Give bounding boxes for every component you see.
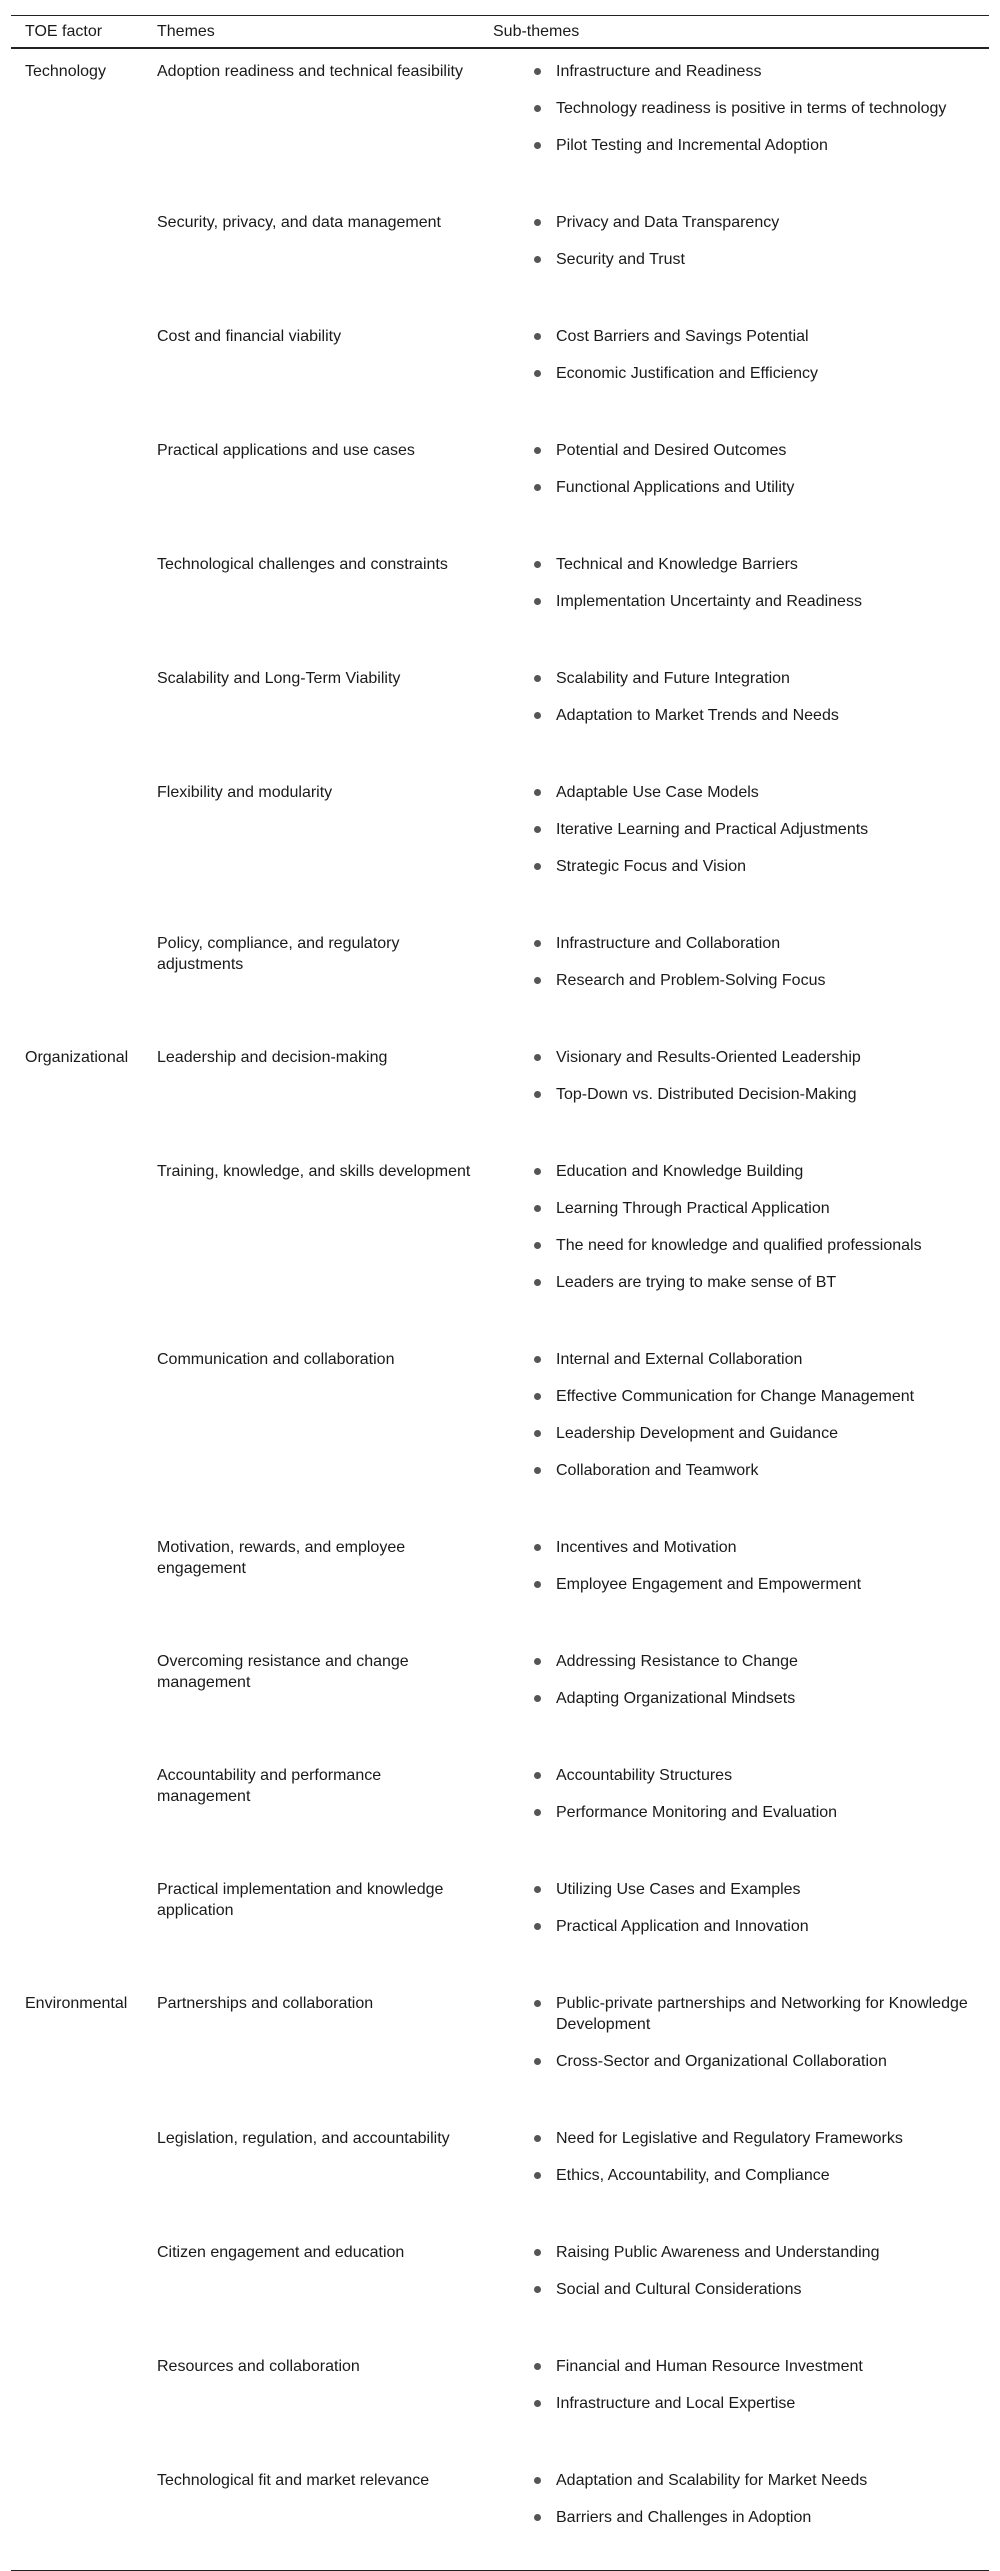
bullet-icon (534, 68, 541, 75)
sub-theme-item (534, 2279, 989, 2300)
sub-theme-label: Public-private partnerships and Networking for Knowledge Development (556, 1995, 968, 2033)
bullet-icon (534, 1581, 541, 1588)
theme-cell: Technological challenges and constraints (157, 556, 448, 573)
table-body (11, 49, 989, 2570)
sub-themes-cell (493, 2242, 989, 2300)
bullet-icon (534, 484, 541, 491)
bullet-icon (534, 370, 541, 377)
sub-theme-label: Functional Applications and Utility (556, 479, 795, 496)
sub-theme-item (534, 2165, 989, 2186)
sub-theme-item (534, 1765, 989, 1786)
sub-themes-cell (493, 61, 989, 156)
sub-theme-item (534, 135, 989, 156)
bullet-icon (534, 105, 541, 112)
table-row (11, 2117, 989, 2231)
sub-themes-cell (493, 1537, 989, 1595)
sub-theme-label: Infrastructure and Collaboration (556, 935, 781, 952)
sub-theme-label: Scalability and Future Integration (556, 670, 790, 687)
sub-themes-cell (493, 1765, 989, 1823)
sub-theme-label: Learning Through Practical Application (556, 1200, 830, 1217)
sub-themes-cell (493, 933, 989, 991)
bullet-icon (534, 1658, 541, 1665)
sub-themes-cell (493, 212, 989, 270)
sub-themes-cell (493, 2356, 989, 2414)
sub-theme-label: Utilizing Use Cases and Examples (556, 1881, 801, 1898)
bullet-icon (534, 1544, 541, 1551)
sub-theme-item (534, 1460, 989, 1481)
sub-theme-item (534, 212, 989, 233)
bullet-icon (534, 1168, 541, 1175)
sub-theme-label: Need for Legislative and Regulatory Frameworks (556, 2130, 903, 2147)
sub-theme-item (534, 933, 989, 954)
table-row (11, 1036, 989, 1150)
sub-theme-item (534, 2470, 989, 2491)
sub-theme-label: Adaptation and Scalability for Market Needs (556, 2472, 868, 2489)
table-row (11, 1982, 989, 2117)
sub-theme-label: Pilot Testing and Incremental Adoption (556, 137, 828, 154)
sub-theme-label: Research and Problem-Solving Focus (556, 972, 826, 989)
toe-table (11, 15, 989, 2571)
sub-themes-cell (493, 1349, 989, 1481)
bullet-icon (534, 863, 541, 870)
header-themes: Themes (157, 22, 215, 40)
sub-theme-item (534, 1802, 989, 1823)
sub-theme-label: Implementation Uncertainty and Readiness (556, 593, 862, 610)
sub-theme-item (534, 98, 989, 119)
theme-cell: Motivation, rewards, and employee engagement (157, 1539, 406, 1577)
toe-factor-cell: Environmental (25, 1995, 128, 2012)
theme-cell: Citizen engagement and education (157, 2244, 405, 2261)
bullet-icon (534, 1695, 541, 1702)
sub-theme-label: The need for knowledge and qualified professionals (556, 1237, 922, 1254)
theme-cell: Partnerships and collaboration (157, 1995, 374, 2012)
toe-factor-cell: Organizational (25, 1049, 129, 1066)
sub-themes-cell (493, 1651, 989, 1709)
table-row (11, 922, 989, 1036)
theme-cell: Legislation, regulation, and accountability (157, 2130, 450, 2147)
theme-cell: Communication and collaboration (157, 1351, 395, 1368)
bullet-icon (534, 1242, 541, 1249)
sub-theme-list (493, 212, 989, 270)
sub-themes-cell (493, 440, 989, 498)
bullet-icon (534, 1091, 541, 1098)
sub-theme-label: Infrastructure and Local Expertise (556, 2395, 796, 2412)
sub-themes-cell (493, 1993, 989, 2072)
bullet-icon (534, 1467, 541, 1474)
sub-themes-cell (493, 1879, 989, 1937)
sub-theme-list (493, 440, 989, 498)
sub-theme-item (534, 1161, 989, 1182)
bullet-icon (534, 1205, 541, 1212)
bullet-icon (534, 1279, 541, 1286)
sub-theme-item (534, 2128, 989, 2149)
table-row (11, 2459, 989, 2570)
sub-theme-item (534, 1272, 989, 1293)
header-sub-themes: Sub-themes (493, 22, 580, 40)
theme-cell: Practical implementation and knowledge application (157, 1881, 444, 1919)
sub-theme-label: Adapting Organizational Mindsets (556, 1690, 796, 1707)
sub-theme-item (534, 819, 989, 840)
table-header-row (11, 16, 989, 47)
table-row (11, 1150, 989, 1338)
sub-theme-label: Raising Public Awareness and Understanding (556, 2244, 880, 2261)
theme-cell: Resources and collaboration (157, 2358, 360, 2375)
sub-themes-cell (493, 2128, 989, 2186)
table-row (11, 1754, 989, 1868)
sub-theme-label: Practical Application and Innovation (556, 1918, 809, 1935)
sub-theme-item (534, 2051, 989, 2072)
table-row (11, 657, 989, 771)
sub-theme-label: Cross-Sector and Organizational Collaboration (556, 2053, 887, 2070)
sub-themes-cell (493, 326, 989, 384)
sub-theme-item (534, 1537, 989, 1558)
sub-theme-label: Economic Justification and Efficiency (556, 365, 819, 382)
sub-theme-label: Incentives and Motivation (556, 1539, 737, 1556)
bullet-icon (534, 789, 541, 796)
sub-themes-cell (493, 1047, 989, 1105)
sub-theme-label: Infrastructure and Readiness (556, 63, 762, 80)
theme-cell: Overcoming resistance and change management (157, 1653, 409, 1691)
sub-theme-item (534, 591, 989, 612)
bullet-icon (534, 1923, 541, 1930)
sub-theme-label: Strategic Focus and Vision (556, 858, 747, 875)
table-row (11, 1640, 989, 1754)
bullet-icon (534, 940, 541, 947)
bullet-icon (534, 256, 541, 263)
bullet-icon (534, 1430, 541, 1437)
sub-theme-label: Barriers and Challenges in Adoption (556, 2509, 812, 2526)
bullet-icon (534, 333, 541, 340)
table-row (11, 50, 989, 201)
sub-theme-list (493, 1651, 989, 1709)
sub-theme-item (534, 477, 989, 498)
bullet-icon (534, 1393, 541, 1400)
sub-theme-item (534, 1651, 989, 1672)
sub-theme-label: Performance Monitoring and Evaluation (556, 1804, 838, 1821)
sub-theme-label: Potential and Desired Outcomes (556, 442, 787, 459)
bullet-icon (534, 826, 541, 833)
sub-theme-item (534, 2507, 989, 2528)
sub-theme-label: Adaptation to Market Trends and Needs (556, 707, 839, 724)
bullet-icon (534, 2363, 541, 2370)
sub-themes-cell (493, 668, 989, 726)
sub-theme-list (493, 2356, 989, 2414)
sub-theme-list (493, 2242, 989, 2300)
sub-theme-label: Security and Trust (556, 251, 685, 268)
bullet-icon (534, 219, 541, 226)
sub-theme-label: Education and Knowledge Building (556, 1163, 804, 1180)
sub-theme-item (534, 326, 989, 347)
table-row (11, 1338, 989, 1526)
bullet-icon (534, 561, 541, 568)
sub-theme-item (534, 1688, 989, 1709)
sub-theme-list (493, 1879, 989, 1937)
sub-theme-item (534, 1993, 989, 2035)
sub-theme-list (493, 61, 989, 156)
bullet-icon (534, 2249, 541, 2256)
sub-theme-list (493, 1047, 989, 1105)
theme-cell: Practical applications and use cases (157, 442, 415, 459)
theme-cell: Flexibility and modularity (157, 784, 333, 801)
bullet-icon (534, 447, 541, 454)
sub-theme-item (534, 440, 989, 461)
sub-theme-item (534, 1423, 989, 1444)
sub-theme-label: Visionary and Results-Oriented Leadership (556, 1049, 861, 1066)
bullet-icon (534, 2000, 541, 2007)
sub-theme-label: Effective Communication for Change Management (556, 1388, 915, 1405)
sub-theme-label: Financial and Human Resource Investment (556, 2358, 863, 2375)
theme-cell: Leadership and decision-making (157, 1049, 388, 1066)
sub-theme-item (534, 2356, 989, 2377)
table-row (11, 429, 989, 543)
sub-theme-list (493, 1161, 989, 1293)
sub-theme-item (534, 363, 989, 384)
sub-theme-label: Leaders are trying to make sense of BT (556, 1274, 837, 1291)
sub-theme-label: Employee Engagement and Empowerment (556, 1576, 862, 1593)
sub-theme-label: Internal and External Collaboration (556, 1351, 803, 1368)
sub-theme-label: Addressing Resistance to Change (556, 1653, 798, 1670)
sub-theme-item (534, 1386, 989, 1407)
sub-theme-list (493, 933, 989, 991)
sub-theme-item (534, 856, 989, 877)
bullet-icon (534, 598, 541, 605)
bullet-icon (534, 2286, 541, 2293)
sub-theme-label: Technical and Knowledge Barriers (556, 556, 798, 573)
table-row (11, 771, 989, 922)
theme-cell: Adoption readiness and technical feasibility (157, 63, 463, 80)
sub-theme-list (493, 2128, 989, 2186)
sub-theme-item (534, 1879, 989, 1900)
sub-theme-label: Adaptable Use Case Models (556, 784, 759, 801)
sub-theme-item (534, 1235, 989, 1256)
sub-theme-label: Technology readiness is positive in terms of technology (556, 100, 947, 117)
sub-theme-list (493, 1537, 989, 1595)
sub-themes-cell (493, 554, 989, 612)
bullet-icon (534, 1772, 541, 1779)
sub-theme-item (534, 61, 989, 82)
bullet-icon (534, 1054, 541, 1061)
sub-theme-item (534, 668, 989, 689)
sub-theme-item (534, 554, 989, 575)
sub-theme-item (534, 1084, 989, 1105)
bullet-icon (534, 2477, 541, 2484)
bullet-icon (534, 675, 541, 682)
sub-theme-label: Accountability Structures (556, 1767, 733, 1784)
bullet-icon (534, 142, 541, 149)
sub-theme-item (534, 2393, 989, 2414)
theme-cell: Cost and financial viability (157, 328, 342, 345)
sub-theme-item (534, 1349, 989, 1370)
sub-theme-list (493, 326, 989, 384)
sub-theme-item (534, 782, 989, 803)
bullet-icon (534, 1809, 541, 1816)
sub-theme-list (493, 1349, 989, 1481)
sub-theme-list (493, 2470, 989, 2528)
table-row (11, 1868, 989, 1982)
table-row (11, 2345, 989, 2459)
bullet-icon (534, 2058, 541, 2065)
sub-themes-cell (493, 2470, 989, 2528)
sub-theme-list (493, 668, 989, 726)
sub-theme-label: Social and Cultural Considerations (556, 2281, 802, 2298)
bullet-icon (534, 2514, 541, 2521)
bullet-icon (534, 712, 541, 719)
bullet-icon (534, 1886, 541, 1893)
sub-theme-list (493, 1993, 989, 2072)
bullet-icon (534, 977, 541, 984)
sub-theme-label: Ethics, Accountability, and Compliance (556, 2167, 830, 2184)
sub-theme-list (493, 554, 989, 612)
theme-cell: Accountability and performance management (157, 1767, 382, 1805)
sub-themes-cell (493, 1161, 989, 1293)
theme-cell: Security, privacy, and data management (157, 214, 441, 231)
sub-theme-item (534, 2242, 989, 2263)
sub-theme-label: Top-Down vs. Distributed Decision-Making (556, 1086, 857, 1103)
bullet-icon (534, 2135, 541, 2142)
sub-theme-label: Cost Barriers and Savings Potential (556, 328, 809, 345)
toe-factor-cell: Technology (25, 63, 106, 80)
bullet-icon (534, 2172, 541, 2179)
table-row (11, 543, 989, 657)
sub-themes-cell (493, 782, 989, 877)
sub-theme-item (534, 1198, 989, 1219)
theme-cell: Training, knowledge, and skills development (157, 1163, 471, 1180)
sub-theme-item (534, 1047, 989, 1068)
table-row (11, 201, 989, 315)
bullet-icon (534, 2400, 541, 2407)
header-toe-factor: TOE factor (25, 22, 103, 40)
sub-theme-item (534, 1574, 989, 1595)
table-row (11, 315, 989, 429)
bullet-icon (534, 1356, 541, 1363)
sub-theme-label: Collaboration and Teamwork (556, 1462, 759, 1479)
sub-theme-list (493, 782, 989, 877)
sub-theme-label: Privacy and Data Transparency (556, 214, 780, 231)
sub-theme-label: Leadership Development and Guidance (556, 1425, 838, 1442)
theme-cell: Technological fit and market relevance (157, 2472, 430, 2489)
sub-theme-item (534, 705, 989, 726)
sub-theme-item (534, 249, 989, 270)
theme-cell: Policy, compliance, and regulatory adjustments (157, 935, 400, 973)
sub-theme-label: Iterative Learning and Practical Adjustments (556, 821, 869, 838)
theme-cell: Scalability and Long-Term Viability (157, 670, 401, 687)
table-row (11, 1526, 989, 1640)
sub-theme-item (534, 1916, 989, 1937)
sub-theme-list (493, 1765, 989, 1823)
table-row (11, 2231, 989, 2345)
sub-theme-item (534, 970, 989, 991)
